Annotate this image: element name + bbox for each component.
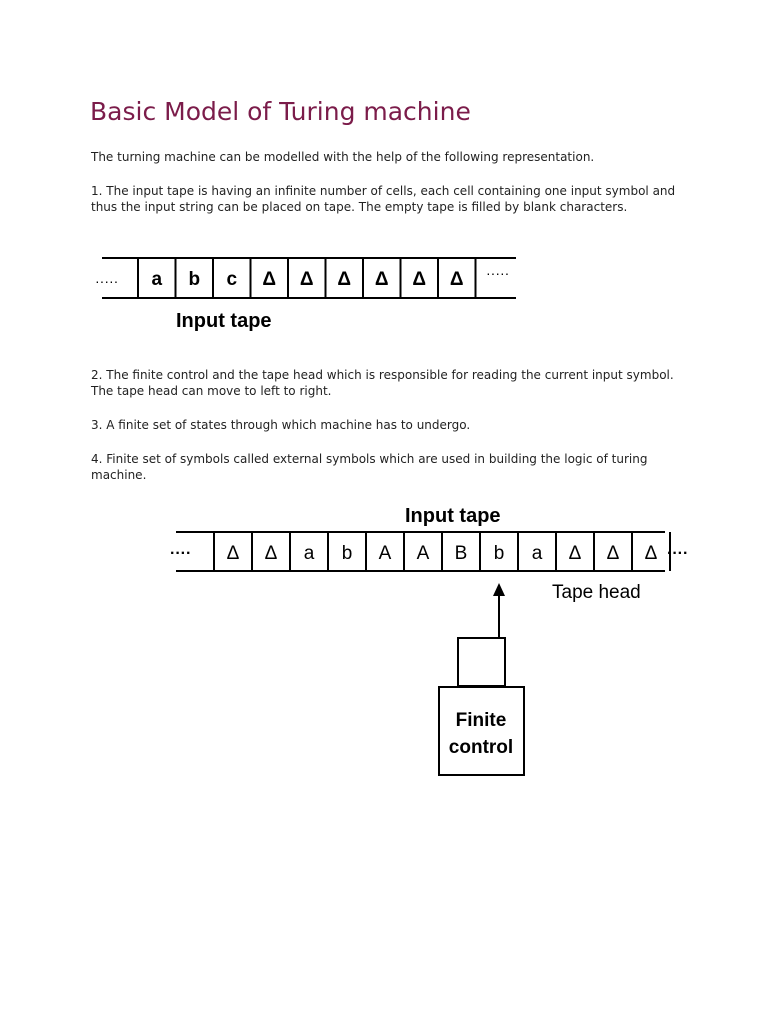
tape-head-box: [458, 638, 505, 686]
tape-cell: b: [493, 543, 505, 564]
point-3-paragraph: 3. A finite set of states through which machine has to undergo.: [91, 418, 471, 432]
tape-cell: Δ: [606, 543, 620, 564]
tape-cell: b: [188, 269, 201, 290]
tape-cell: A: [416, 543, 430, 564]
tape-cell: a: [531, 543, 543, 564]
input-tape-label: Input tape: [405, 505, 501, 527]
tape-cell: B: [454, 543, 468, 564]
input-tape-diagram: [88, 252, 528, 340]
tape-cell: b: [341, 543, 353, 564]
tape-ellipsis-left: ····: [170, 545, 192, 562]
tape-cell: Δ: [374, 269, 389, 290]
tape-ellipsis-left: ·····: [95, 273, 119, 289]
tape-cell: a: [303, 543, 315, 564]
point-4-paragraph: 4. Finite set of symbols called external symbols which are used in building the logic of turing machine.: [91, 452, 648, 482]
finite-control-label-line2: control: [448, 737, 514, 758]
tape-cell: Δ: [264, 543, 278, 564]
tape-ellipsis-right: ····: [667, 545, 689, 562]
page-title: Basic Model of Turing machine: [90, 97, 471, 126]
tape-cell: Δ: [262, 269, 277, 290]
tape-cell: A: [378, 543, 392, 564]
finite-control-label-line1: Finite: [455, 710, 507, 731]
tape-cell: c: [226, 269, 238, 290]
tape-cell: Δ: [337, 269, 352, 290]
tape-ellipsis-right: ·····: [486, 265, 510, 281]
tape-cell: Δ: [299, 269, 314, 290]
turing-machine-diagram: [160, 497, 710, 787]
tape-cell: Δ: [449, 269, 464, 290]
finite-control-box: [439, 687, 524, 775]
input-tape-label: Input tape: [176, 310, 272, 332]
point-1-paragraph: 1. The input tape is having an infinite number of cells, each cell containing one input symbol and thus the input string can be placed on tape. The empty tape is filled by blank characters.: [91, 184, 676, 214]
tape-head-label: Tape head: [552, 582, 641, 603]
tape-cell: Δ: [568, 543, 582, 564]
tape-cell: a: [151, 269, 163, 290]
point-2-paragraph: 2. The finite control and the tape head which is responsible for reading the current input symbol. The tape head can move to left to right.: [91, 368, 674, 398]
arrow-head-icon: [493, 583, 505, 596]
tape-cell: Δ: [226, 543, 240, 564]
intro-paragraph: The turning machine can be modelled with the help of the following representation.: [91, 150, 595, 164]
tape-cell: Δ: [644, 543, 658, 564]
tape-cell: Δ: [412, 269, 427, 290]
